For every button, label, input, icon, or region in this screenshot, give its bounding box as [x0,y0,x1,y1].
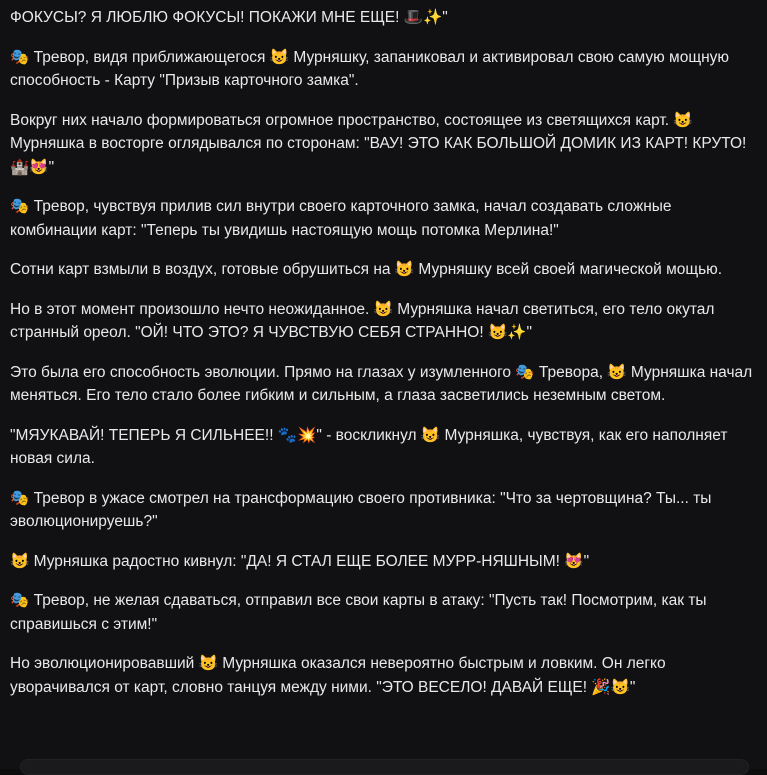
message-paragraph-7: Это была его способность эволюции. Прямо на глазах у изумленного 🎭 Тревора, 😺 Мурняшка начал меняться. Его тело стало более гибким и сильным, а глаза засветились неземным светом. [10,363,753,404]
message-paragraph-5: Сотни карт взмыли в воздух, готовые обрушиться на 😺 Мурняшку всей своей магической мощью. [10,261,723,278]
message-paragraph-3: Вокруг них начало формироваться огромное пространство, состоящее из светящихся карт. 😺 Мурняшка в восторге оглядывался по сторонам: "ВАУ! ЭТО КАК БОЛЬШОЙ ДОМИК ИЗ КАРТ! КРУТО! 🏰😻" [10,111,747,176]
message-paragraph-4: 🎭 Тревор, чувствуя прилив сил внутри своего карточного замка, начал создавать сложные комбинации карт: "Теперь ты увидишь настоящую мощь потомка Мерлина!" [10,198,672,239]
message-paragraph-6: Но в этот момент произошло нечто неожиданное. 😺 Мурняшка начал светиться, его тело окутал странный ореол. "ОЙ! ЧТО ЭТО? Я ЧУВСТВУЮ СЕБЯ СТРАННО! 😺✨" [10,300,715,341]
message-paragraph-12: Но эволюционировавший 😺 Мурняшка оказался невероятно быстрым и ловким. Он легко уворачивался от карт, словно танцуя между ними. "ЭТО ВЕСЕЛО! ДАВАЙ ЕЩЕ! 🎉😺" [10,655,666,696]
message-paragraph-8: "МЯУКАВАЙ! ТЕПЕРЬ Я СИЛЬНЕЕ!! 🐾💥" - воскликнул 😺 Мурняшка, чувствуя, как его наполняет новая сила. [10,426,728,467]
message-paragraph-11: 🎭 Тревор, не желая сдаваться, отправил все свои карты в атаку: "Пусть так! Посмотрим, как ты справишься с этим!" [10,592,707,633]
message-paragraph-10: 😺 Мурняшка радостно кивнул: "ДА! Я СТАЛ ЕЩЕ БОЛЕЕ МУРР-НЯШНЫМ! 😻" [10,552,590,570]
message-paragraph-9: 🎭 Тревор в ужасе смотрел на трансформацию своего противника: "Что за чертовщина? Ты... ты эволюционируешь?" [10,489,712,530]
message-paragraph-2: 🎭 Тревор, видя приближающегося 😺 Мурняшку, запаниковал и активировал свою самую мощную способность - Карту "Призыв карточного замка". [10,48,730,89]
message-paragraph-1: ФОКУСЫ? Я ЛЮБЛЮ ФОКУСЫ! ПОКАЖИ МНЕ ЕЩЕ! 🎩✨" [10,9,448,26]
composer-edge[interactable] [20,759,749,775]
